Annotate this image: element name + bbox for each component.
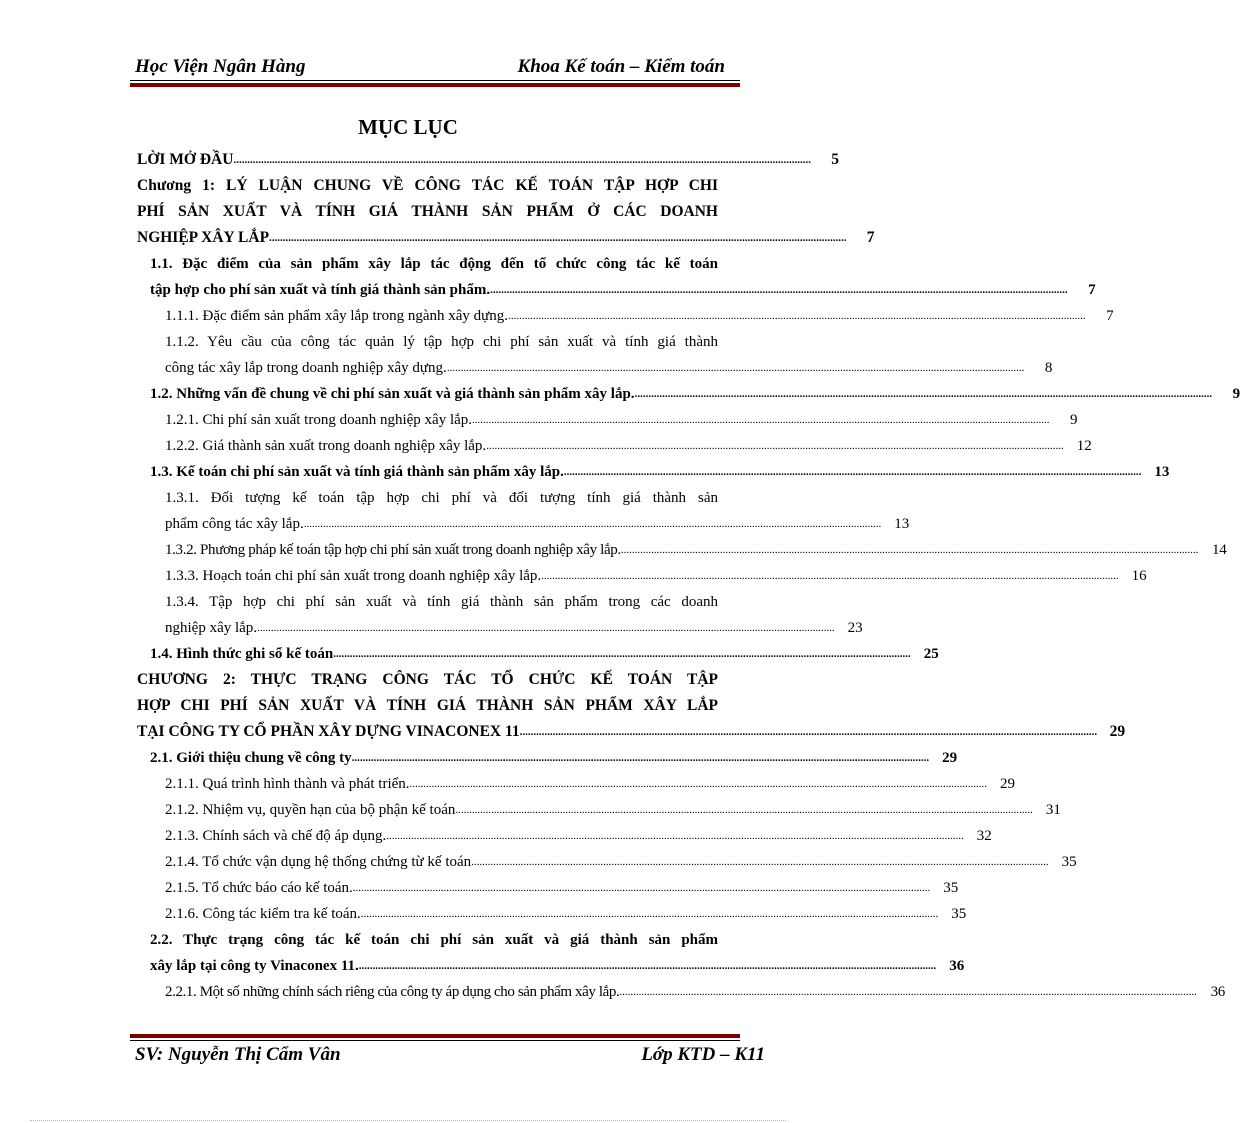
toc-entry-line[interactable]: PHÍ SẢN XUẤT VÀ TÍNH GIÁ THÀNH SẢN PHẨM Ở CÁC DOANH	[137, 203, 718, 220]
toc-entry-line[interactable]: 1.1.2. Yêu cầu của công tác quản lý tập hợp chi phí sản xuất và tính giá thành	[165, 334, 718, 350]
toc-page-number: 7	[1088, 282, 1096, 298]
toc-leader: ..................................................................................................................................................................................................................	[257, 622, 835, 634]
toc-leader: ..................................................................................................................................................................................................................	[541, 570, 1119, 582]
toc-leader: ..................................................................................................................................................................................................................	[619, 986, 1197, 998]
toc-leader: ..................................................................................................................................................................................................................	[303, 518, 882, 530]
toc-entry-line[interactable]: CHƯƠNG 2: THỰC TRẠNG CÔNG TÁC TỔ CHỨC KẾ TOÁN TẬP	[137, 671, 718, 688]
toc-leader: ..................................................................................................................................................................................................................	[634, 388, 1213, 400]
toc-entry[interactable]	[137, 226, 875, 250]
toc-page-number: 7	[1106, 308, 1114, 324]
toc-page-number: 25	[923, 646, 939, 662]
footer-class: Lớp KTD – K11	[641, 1044, 765, 1065]
toc-entry-text: 1.1.1. Đặc điểm sản phẩm xây lắp trong ngành xây dựng.	[165, 308, 509, 324]
toc-entry-text: 1.2.1. Chi phí sản xuất trong doanh nghiệp xây lắp.	[165, 412, 473, 428]
toc-entry-text: 2.2.1. Một số những chính sách riêng của công ty áp dụng cho sản phẩm xây lắp.	[165, 984, 620, 1000]
toc-entry-text: LỜI MỞ ĐẦU	[137, 151, 234, 168]
header-faculty: Khoa Kế toán – Kiểm toán	[517, 56, 725, 77]
header-rule-thin	[130, 80, 740, 81]
toc-entry[interactable]	[165, 564, 1147, 588]
toc-page-number: 29	[1000, 776, 1016, 792]
toc-entry-text: 2.1.5. Tổ chức báo cáo kế toán.	[165, 880, 353, 896]
toc-leader: ..................................................................................................................................................................................................................	[563, 466, 1142, 478]
toc-leader: ..................................................................................................................................................................................................................	[519, 726, 1098, 738]
toc-page-number: 5	[831, 151, 839, 168]
toc-entry-text: nghiệp xây lắp.	[165, 620, 258, 636]
toc-leader: ..................................................................................................................................................................................................................	[620, 544, 1199, 556]
toc-entry-text: 1.3. Kế toán chi phí sản xuất và tính giá thành sản phẩm xây lắp.	[150, 464, 564, 480]
toc-entry[interactable]	[165, 876, 959, 900]
toc-page-number: 29	[942, 750, 958, 766]
toc-entry-line[interactable]: 2.2. Thực trạng công tác kế toán chi phí sản xuất và giá thành sản phẩm	[150, 932, 718, 948]
toc-leader: ..................................................................................................................................................................................................................	[351, 752, 930, 764]
toc-entry-text: TẠI CÔNG TY CỔ PHẦN XÂY DỰNG VINACONEX 11	[137, 723, 520, 740]
toc-page-number: 13	[1154, 464, 1170, 480]
toc-entry-text: xây lắp tại công ty Vinaconex 11.	[150, 958, 359, 974]
toc-entry-text: phẩm công tác xây lắp.	[165, 516, 304, 532]
toc-entry[interactable]	[137, 720, 1126, 744]
toc-leader: ..................................................................................................................................................................................................................	[508, 310, 1086, 322]
toc-entry[interactable]	[165, 772, 1016, 796]
toc-leader: ..................................................................................................................................................................................................................	[490, 284, 1068, 296]
toc-entry-text: 1.2.2. Giá thành sản xuất trong doanh nghiệp xây lắp.	[165, 438, 487, 454]
toc-entry-text: 2.1.4. Tổ chức vận dụng hệ thống chứng từ kế toán	[165, 854, 472, 870]
toc-page-number: 35	[1061, 854, 1077, 870]
toc-leader: ..................................................................................................................................................................................................................	[333, 648, 911, 660]
header-rule-thick	[130, 83, 740, 87]
toc-entry-text: tập hợp cho phí sản xuất và tính giá thành sản phẩm.	[150, 282, 491, 298]
page-title: MỤC LỤC	[358, 115, 458, 139]
toc-entry[interactable]	[165, 408, 1078, 432]
toc-leader: ..................................................................................................................................................................................................................	[471, 856, 1049, 868]
toc-leader: ..................................................................................................................................................................................................................	[472, 414, 1050, 426]
header-institution: Học Viện Ngân Hàng	[135, 56, 306, 77]
toc-page-number: 32	[976, 828, 992, 844]
toc-page-number: 36	[949, 958, 965, 974]
toc-entry-line[interactable]: 1.1. Đặc điểm của sản phẩm xây lắp tác động đến tổ chức công tác kế toán	[150, 256, 718, 272]
toc-leader: ..................................................................................................................................................................................................................	[455, 804, 1033, 816]
toc-entry[interactable]	[165, 798, 1061, 822]
toc-entry[interactable]	[165, 824, 992, 848]
footer-student-name: SV: Nguyễn Thị Cẩm Vân	[135, 1044, 341, 1065]
toc-entry-text: 2.1.3. Chính sách và chế độ áp dụng.	[165, 828, 387, 844]
toc-entry[interactable]	[165, 980, 1225, 1004]
toc-page-number: 9	[1070, 412, 1078, 428]
toc-entry[interactable]	[150, 746, 958, 770]
page-header	[135, 56, 725, 80]
toc-entry-text: 1.4. Hình thức ghi sổ kế toán	[150, 646, 334, 662]
footer-rule-thin	[130, 1040, 740, 1041]
toc-leader: ..................................................................................................................................................................................................................	[269, 232, 847, 244]
toc-entry[interactable]	[150, 278, 1096, 302]
toc-entry[interactable]	[165, 304, 1114, 328]
toc-entry-line[interactable]: HỢP CHI PHÍ SẢN XUẤT VÀ TÍNH GIÁ THÀNH SẢN PHẨM XÂY LẮP	[137, 697, 718, 714]
toc-leader: ..................................................................................................................................................................................................................	[360, 908, 939, 920]
toc-entry-text: 2.1. Giới thiệu chung về công ty	[150, 750, 352, 766]
toc-leader: ..................................................................................................................................................................................................................	[358, 960, 937, 972]
toc-entry[interactable]	[165, 850, 1077, 874]
toc-entry[interactable]	[165, 538, 1227, 562]
toc-leader: ..................................................................................................................................................................................................................	[486, 440, 1064, 452]
toc-leader: ..................................................................................................................................................................................................................	[233, 154, 811, 166]
toc-leader: ..................................................................................................................................................................................................................	[409, 778, 988, 790]
toc-entry-text: công tác xây lắp trong doanh nghiệp xây dựng.	[165, 360, 447, 376]
toc-entry[interactable]	[165, 434, 1092, 458]
toc-entry[interactable]	[165, 616, 863, 640]
toc-entry[interactable]	[165, 902, 967, 926]
footer-rule-thick	[130, 1034, 740, 1038]
page-footer	[135, 1044, 765, 1068]
toc-entry-text: 2.1.6. Công tác kiểm tra kế toán.	[165, 906, 361, 922]
toc-entry[interactable]	[137, 148, 839, 172]
toc-leader: ..................................................................................................................................................................................................................	[446, 362, 1025, 374]
toc-page-number: 35	[951, 906, 967, 922]
toc-entry-line[interactable]: 1.3.4. Tập hợp chi phí sản xuất và tính giá thành sản phẩm trong các doanh	[165, 594, 718, 610]
toc-page-number: 23	[847, 620, 863, 636]
toc-entry-text: 2.1.1. Quá trình hình thành và phát triển.	[165, 776, 410, 792]
toc-page-number: 31	[1045, 802, 1061, 818]
toc-entry-line[interactable]: Chương 1: LÝ LUẬN CHUNG VỀ CÔNG TÁC KẾ TOÁN TẬP HỢP CHI	[137, 177, 718, 194]
toc-page-number: 7	[866, 229, 875, 246]
toc-entry-text: 2.1.2. Nhiệm vụ, quyền hạn của bộ phận kế toán	[165, 802, 456, 818]
toc-page-number: 36	[1210, 984, 1225, 1000]
toc-entry[interactable]	[150, 954, 965, 978]
toc-entry-text: 1.3.2. Phương pháp kế toán tập hợp chi phí sản xuất trong doanh nghiệp xây lắp.	[165, 542, 621, 558]
toc-page-number: 35	[943, 880, 959, 896]
toc-entry[interactable]	[150, 642, 939, 666]
toc-page-number: 16	[1131, 568, 1147, 584]
toc-page-number: 29	[1109, 723, 1126, 740]
toc-entry[interactable]	[150, 460, 1170, 484]
toc-entry[interactable]	[150, 382, 1240, 406]
toc-page-number: 12	[1076, 438, 1092, 454]
toc-leader: ..................................................................................................................................................................................................................	[386, 830, 964, 842]
toc-entry[interactable]	[165, 356, 1053, 380]
toc-entry[interactable]	[165, 512, 910, 536]
toc-entry-text: NGHIỆP XÂY LẮP	[137, 229, 270, 246]
page-break-line	[30, 1120, 786, 1121]
toc-entry-text: 1.3.3. Hoạch toán chi phí sản xuất trong doanh nghiệp xây lắp.	[165, 568, 542, 584]
toc-entry-line[interactable]: 1.3.1. Đối tượng kế toán tập hợp chi phí và đối tượng tính giá thành sản	[165, 490, 718, 506]
toc-page-number: 13	[894, 516, 910, 532]
toc-page-number: 8	[1044, 360, 1053, 376]
toc-page-number: 9	[1232, 386, 1240, 402]
toc-leader: ..................................................................................................................................................................................................................	[352, 882, 931, 894]
toc-entry-text: 1.2. Những vấn đề chung về chi phí sản xuất và giá thành sản phẩm xây lắp.	[150, 386, 635, 402]
toc-page-number: 14	[1212, 542, 1227, 558]
